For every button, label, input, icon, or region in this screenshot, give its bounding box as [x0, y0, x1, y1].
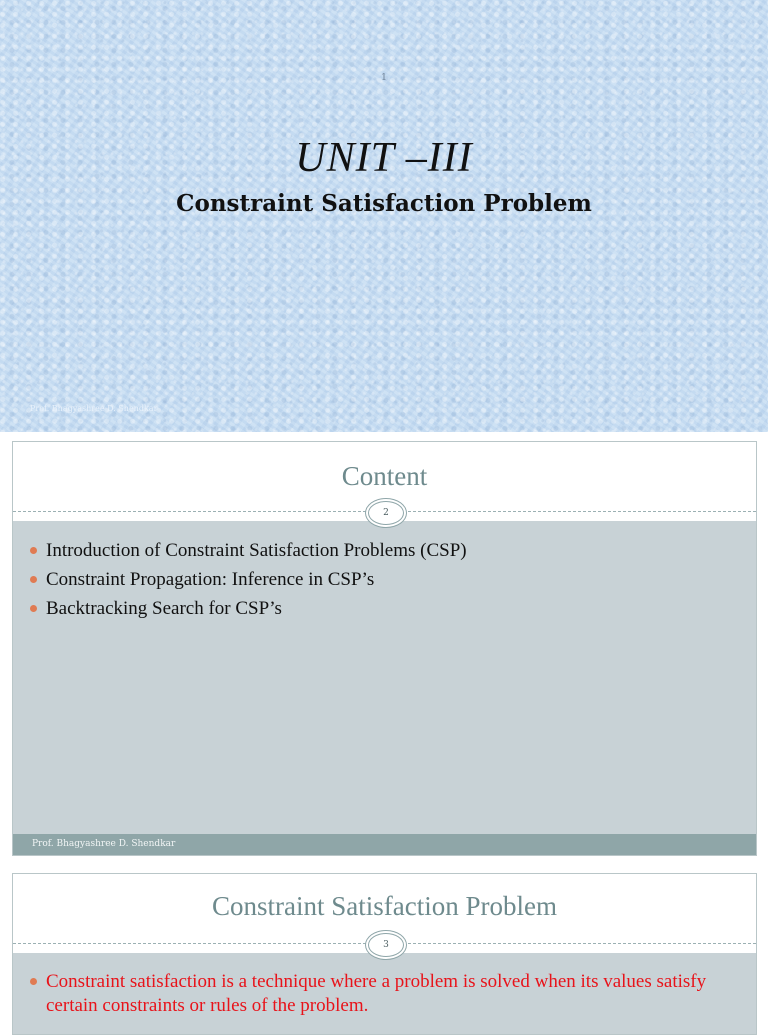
- bullet-dot-icon: [30, 978, 37, 985]
- slide-number-badge: 3: [368, 933, 404, 957]
- slide-footer: [13, 834, 756, 855]
- slide-title: Content: [341, 461, 428, 491]
- slide-subtitle: Constraint Satisfaction Problem: [176, 190, 592, 217]
- bullet-list: [29, 539, 740, 626]
- bullet-dot-icon: [30, 576, 37, 583]
- bullet-item: [29, 970, 740, 1018]
- bullet-list: [29, 970, 740, 1024]
- bullet-item: [29, 568, 740, 591]
- slide-content: [13, 953, 756, 1035]
- bullet-text: Constraint Propagation: Inference in CSP’s: [46, 569, 375, 590]
- slide-number: 1: [381, 73, 387, 83]
- slide-number-badge: 2: [368, 501, 404, 525]
- slide-3: [12, 873, 757, 1035]
- slide-2: [12, 441, 757, 856]
- bullet-item: [29, 539, 740, 562]
- slide-content: [13, 521, 756, 834]
- bullet-text: Constraint satisfaction is a technique where a problem is solved when its values satisfy certain constraints or rules of the problem.: [46, 971, 707, 1016]
- slide-title: Constraint Satisfaction Problem: [212, 891, 557, 921]
- bullet-dot-icon: [30, 547, 37, 554]
- slide-1: [0, 0, 768, 432]
- bullet-item: [29, 597, 740, 620]
- slide-footer-text: Prof. Bhagyashree D. Shendkar: [32, 839, 176, 849]
- bullet-text: Introduction of Constraint Satisfaction Problems (CSP): [46, 540, 467, 561]
- slide-title: UNIT –III: [295, 135, 473, 181]
- bullet-text: Backtracking Search for CSP’s: [46, 598, 282, 619]
- slide-footer-text: Prof. Bhagyashree D. Shendkar: [30, 404, 158, 413]
- bullet-dot-icon: [30, 605, 37, 612]
